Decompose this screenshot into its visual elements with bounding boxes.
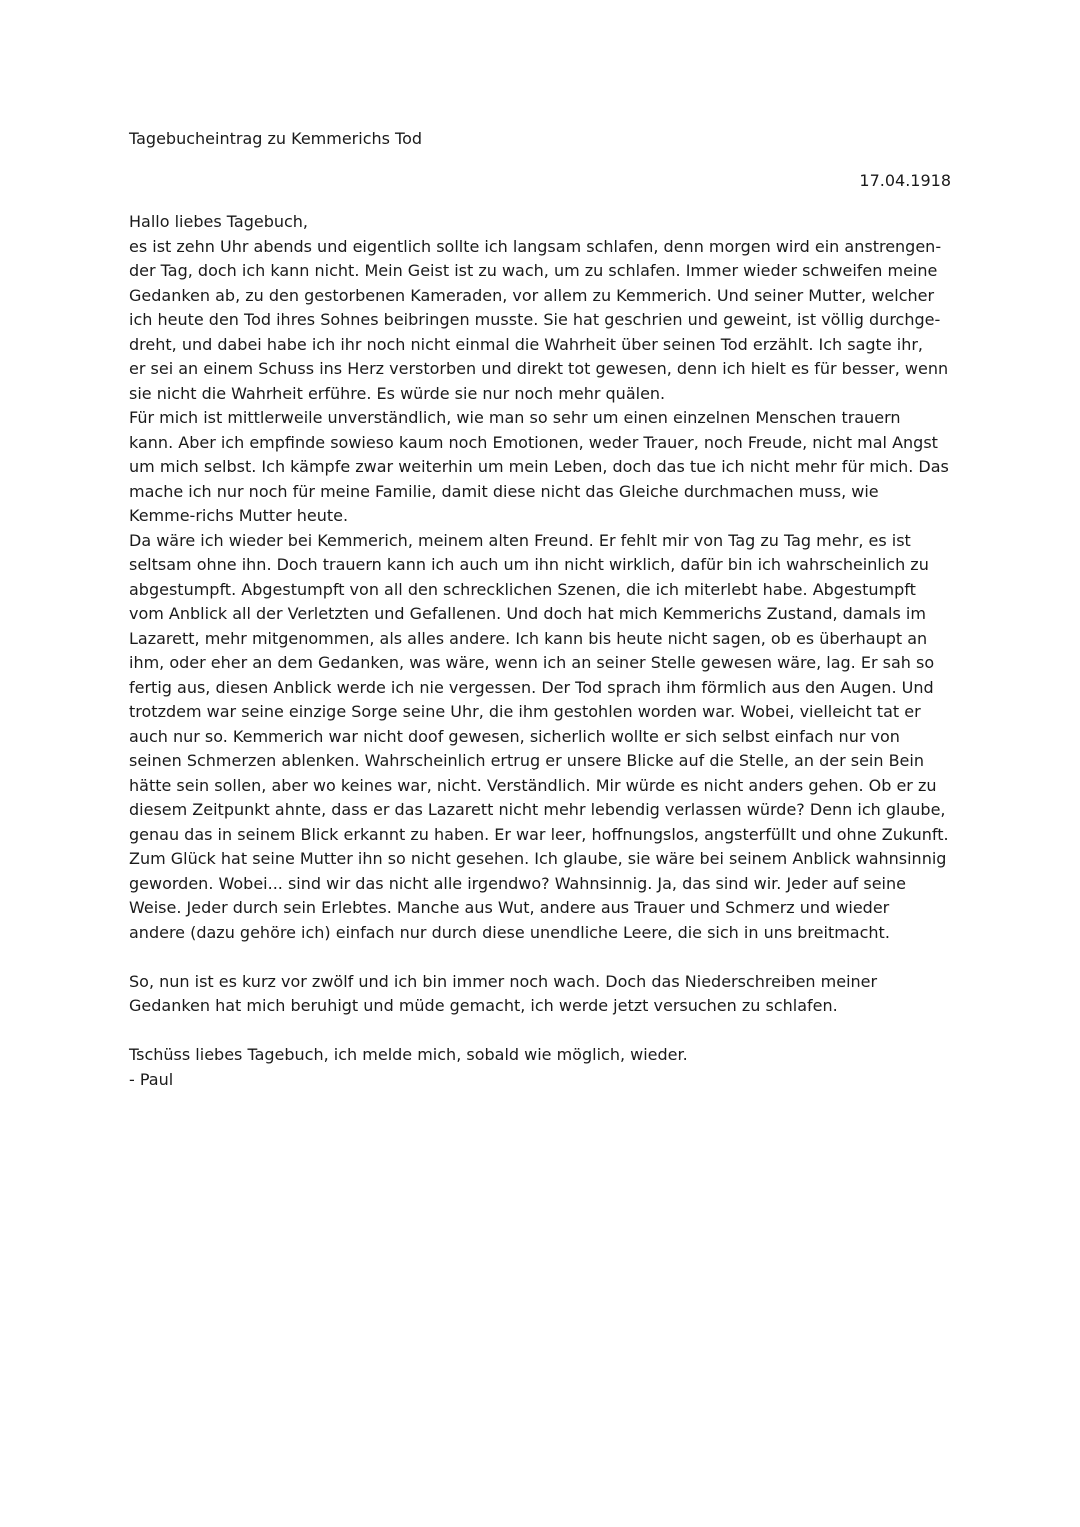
closing-paragraph — [129, 970, 951, 1019]
text-line: er sei an einem Schuss ins Herz verstorben und direkt tot gewesen, denn ich hielt es für besser, wenn — [129, 359, 949, 378]
text-line: Zum Glück hat seine Mutter ihn so nicht gesehen. Ich glaube, sie wäre bei seinem Anblick wahnsinnig — [129, 849, 947, 868]
text-line: der Tag, doch ich kann nicht. Mein Geist ist zu wach, um zu schlafen. Immer wieder schweifen meine — [129, 261, 938, 280]
paragraph-1 — [129, 235, 951, 407]
text-line: Lazarett, mehr mitgenommen, als alles andere. Ich kann bis heute nicht sagen, ob es überhaupt an — [129, 628, 928, 648]
paragraph-3 — [129, 529, 951, 946]
farewell-line: Tschüss liebes Tagebuch, ich melde mich, sobald wie möglich, wieder. — [129, 1045, 688, 1064]
text-line: es ist zehn Uhr abends und eigentlich sollte ich langsam schlafen, denn morgen wird ein anstrengen- — [129, 236, 942, 256]
document-page — [129, 127, 951, 1092]
text-line: seltsam ohne ihn. Doch trauern kann ich auch um ihn nicht wirklich, dafür bin ich wahrscheinlich zu — [129, 555, 929, 574]
text-line: mache ich nur noch für meine Familie, damit diese nicht das Gleiche durchmachen muss, wie — [129, 481, 879, 501]
entry-body — [129, 235, 951, 946]
text-line: Gedanken hat mich beruhigt und müde gemacht, ich werde jetzt versuchen zu schlafen. — [129, 996, 838, 1015]
text-line: Kemme-richs Mutter heute. — [129, 506, 349, 525]
text-line: abgestumpft. Abgestumpft von all den schrecklichen Szenen, die ich miterlebt habe. Abgestumpft — [129, 579, 916, 599]
paragraph-2 — [129, 406, 951, 529]
text-line: genau das in seinem Blick erkannt zu haben. Er war leer, hoffnungslos, angsterfüllt und ohne Zukunft. — [129, 824, 949, 844]
text-line: trotzdem war seine einzige Sorge seine Uhr, die ihm gestohlen worden war. Wobei, vielleicht tat er — [129, 702, 921, 721]
signature: - Paul — [129, 1069, 174, 1089]
greeting: Hallo liebes Tagebuch, — [129, 212, 309, 231]
text-line: Weise. Jeder durch sein Erlebtes. Manche aus Wut, andere aus Trauer und Schmerz und wieder — [129, 898, 890, 917]
farewell-block — [129, 1043, 951, 1092]
text-line: ihm, oder eher an dem Gedanken, was wäre, wenn ich an seiner Stelle gewesen wäre, lag. Er sah so — [129, 653, 935, 672]
text-line: um mich selbst. Ich kämpfe zwar weiterhin um mein Leben, doch das tue ich nicht mehr für mich. Das — [129, 457, 949, 476]
text-line: auch nur so. Kemmerich war nicht doof gewesen, sicherlich wollte er sich selbst einfach nur von — [129, 726, 900, 746]
text-line: kann. Aber ich empfinde sowieso kaum noch Emotionen, weder Trauer, noch Freude, nicht mal Angst — [129, 432, 938, 452]
text-line: ich heute den Tod ihres Sohnes beibringen musste. Sie hat geschrien und geweint, ist völlig durchge- — [129, 310, 941, 329]
text-line: So, nun ist es kurz vor zwölf und ich bin immer noch wach. Doch das Niederschreiben meiner — [129, 971, 878, 991]
text-line: diesem Zeitpunkt ahnte, dass er das Lazarett nicht mehr lebendig verlassen würde? Denn ich glaube, — [129, 800, 946, 819]
text-line: geworden. Wobei... sind wir das nicht alle irgendwo? Wahnsinnig. Ja, das sind wir. Jeder auf seine — [129, 873, 906, 893]
text-line: andere (dazu gehöre ich) einfach nur durch diese unendliche Leere, die sich in uns breitmacht. — [129, 922, 890, 942]
text-line: fertig aus, diesen Anblick werde ich nie vergessen. Der Tod sprach ihm förmlich aus den Augen. Und — [129, 677, 934, 697]
entry-date: 17.04.1918 — [859, 170, 951, 190]
text-line: Für mich ist mittlerweile unverständlich, wie man so sehr um einen einzelnen Menschen trauern — [129, 408, 901, 427]
document-title: Tagebucheintrag zu Kemmerichs Tod — [129, 129, 423, 148]
text-line: Da wäre ich wieder bei Kemmerich, meinem alten Freund. Er fehlt mir von Tag zu Tag mehr, es ist — [129, 530, 911, 550]
text-line: vom Anblick all der Verletzten und Gefallenen. Und doch hat mich Kemmerichs Zustand, damals im — [129, 604, 926, 623]
text-line: Gedanken ab, zu den gestorbenen Kameraden, vor allem zu Kemmerich. Und seiner Mutter, welcher — [129, 285, 935, 305]
text-line: hätte sein sollen, aber wo keines war, nicht. Verständlich. Mir würde es nicht anders gehen. Ob er zu — [129, 775, 937, 795]
text-line: sie nicht die Wahrheit erführe. Es würde sie nur noch mehr quälen. — [129, 383, 666, 403]
text-line: seinen Schmerzen ablenken. Wahrscheinlich ertrug er unsere Blicke auf die Stelle, an der sein Bein — [129, 751, 924, 770]
text-line: dreht, und dabei habe ich ihr noch nicht einmal die Wahrheit über seinen Tod erzählt. Ich sagte ihr, — [129, 334, 923, 354]
